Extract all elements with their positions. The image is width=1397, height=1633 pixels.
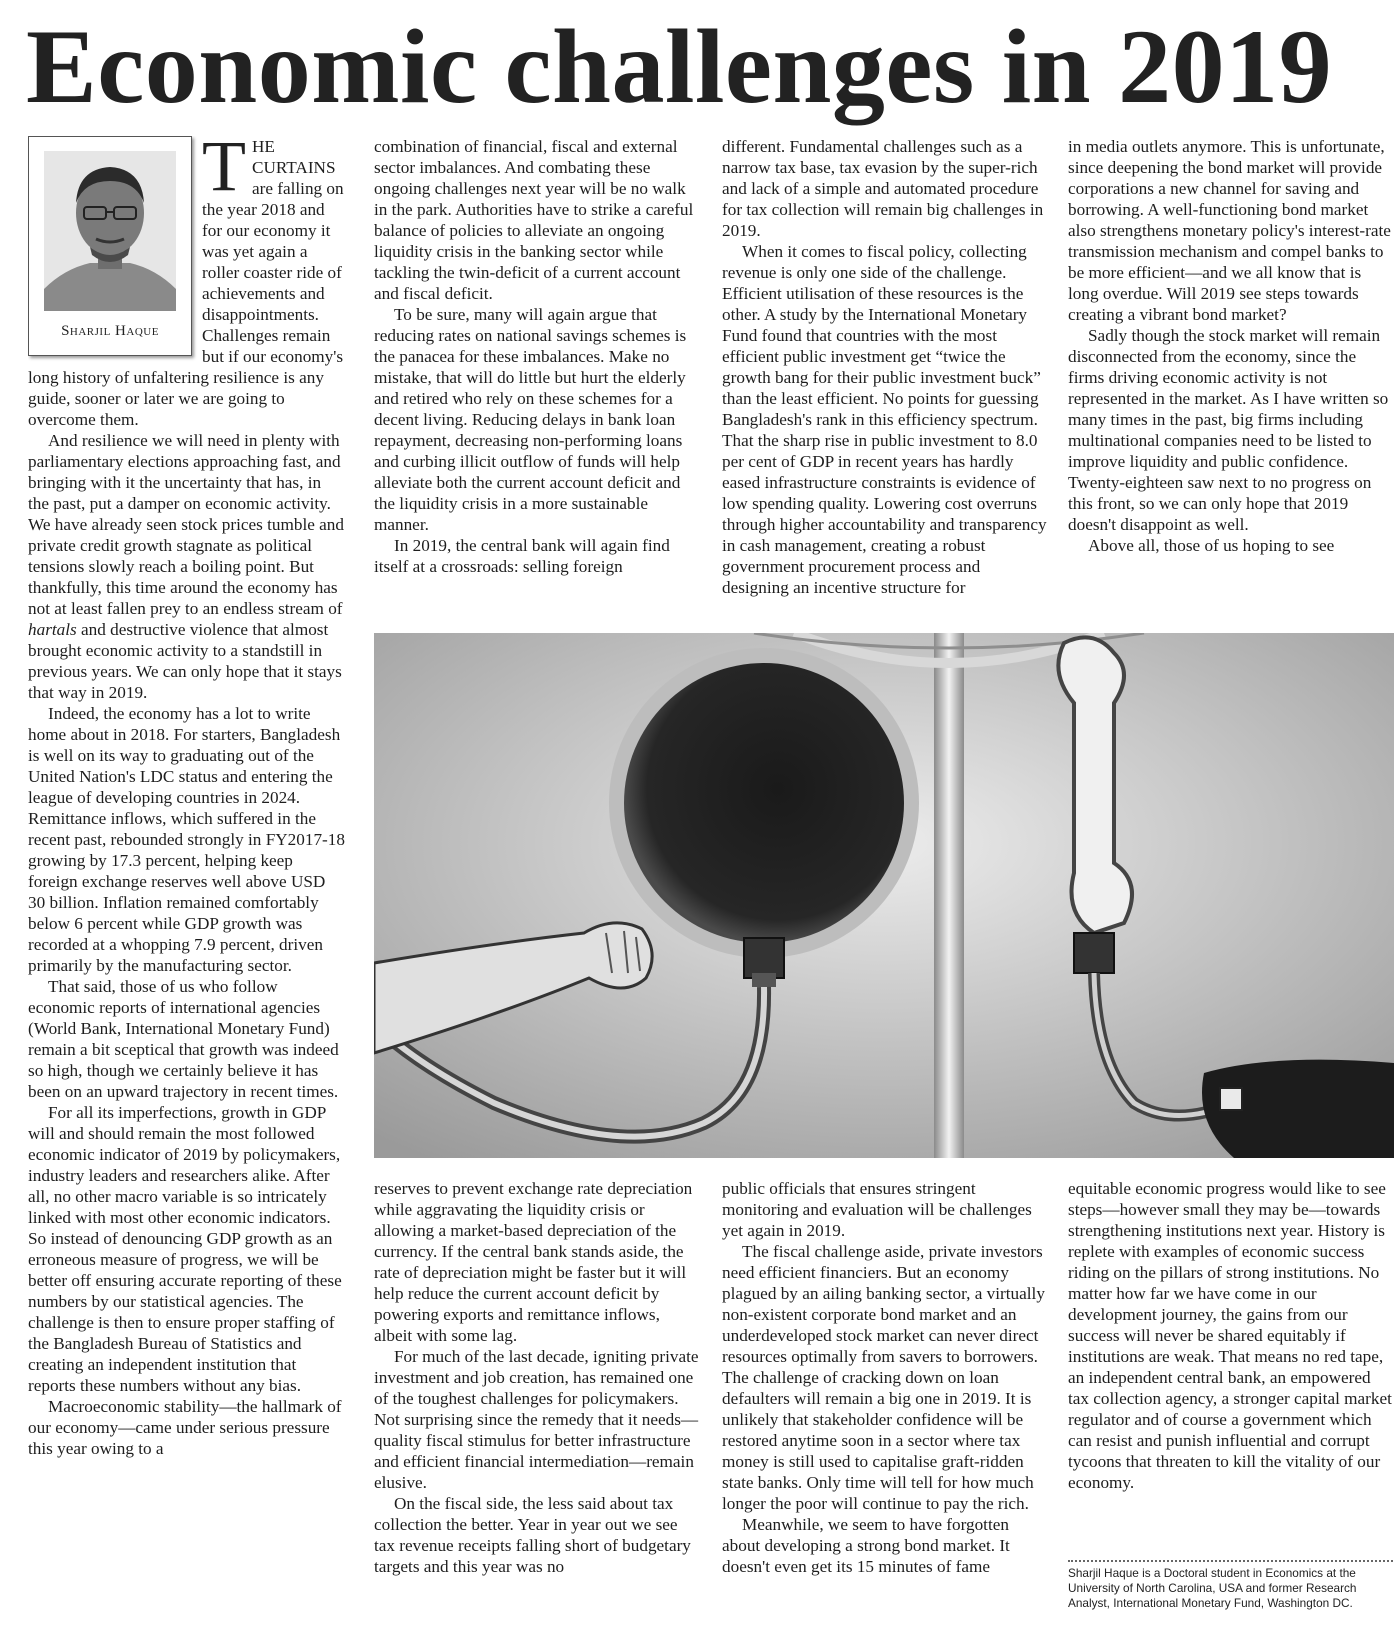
paragraph: Sadly though the stock market will remain disconnected from the economy, since the firms driving economic activity is not represented in the market. As I have written so many times in the past, big firms including multinational companies need to be listed to improve liquidity and public confidence. Twenty-eighteen saw next to no progress on this front, so we can only hope that 2019 doesn't disappoint as well. bbox=[1068, 326, 1389, 534]
paragraph-continued: different. Fundamental challenges such as a narrow tax base, tax evasion by the super-rich and lack of a simple and automated procedure for tax collection will remain big challenges in 2019. bbox=[722, 137, 1044, 240]
paragraph: When it comes to fiscal policy, collecting revenue is only one side of the challenge. Efficient utilisation of these resources is the other. A study by the International Monetary Fund found that countries with the most efficient public investment get “twice the growth bang for their public investment buck” than the least efficient. No points for guessing Bangladesh's rank in this efficiency spectrum. That the sharp rise in public investment to 8.0 per cent of GDP in recent years has hardly eased infrastructure constraints is evidence of low spending quality. Lowering cost overruns through higher accountability and transparency in cash management, creating a robust government procurement process and designing an incentive structure for bbox=[722, 242, 1047, 597]
paragraph: The fiscal challenge aside, private investors need efficient financiers. But an economy plagued by an ailing banking sector, a virtually non-existent corporate bond market and an underdeveloped stock market can never direct resources optimally from savers to borrowers. The challenge of cracking down on loan defaulters will remain a big one in 2019. It is unlikely that stakeholder confidence will be restored anytime soon in a sector where tax money is still used to capitalise graft-ridden state banks. Only time will tell for how much longer the poor will continue to pay the rich. bbox=[722, 1242, 1045, 1513]
article-column-3-top bbox=[722, 136, 1050, 618]
paragraph: For all its imperfections, growth in GDP will and should remain the most followed economic indicator of 2019 by policymakers, industry leaders and researchers alike. After all, no other macro variable is so intricately linked with most other economic indicators. So instead of denouncing GDP growth as an erroneous measure of progress, we will be better off ensuring accurate reporting of these numbers by our statistical agencies. The challenge is then to ensure proper staffing of the Bangladesh Bureau of Statistics and creating an independent institution that reports these numbers without any bias. bbox=[28, 1103, 342, 1395]
author-byline: Sharjil Haque bbox=[61, 323, 159, 339]
paragraph-text: are falling on the year 2018 and for our economy it was yet again a roller coaster ride of achievements and disappointments. Challenges remain but if our economy's long history of unfaltering resilience is any guide, sooner or later we are going to overcome them. bbox=[28, 179, 344, 429]
paragraph-continued: equitable economic progress would like to see steps—however small they may be—towards strengthening institutions next year. History is replete with examples of economic success riding on the pillars of strong institutions. No matter how far we have come in our development journey, the gains from our success will never be shared equitably if institutions are weak. That means no red tape, an independent central bank, an empowered tax collection agency, a stronger capital market regulator and of course a government which can resist and punish influential and corrupt tycoons that threaten to kill the vitality of our economy. bbox=[1068, 1179, 1392, 1492]
article-column-1 bbox=[28, 136, 346, 1631]
drop-cap: T bbox=[202, 136, 246, 206]
paragraph-continued: public officials that ensures stringent monitoring and evaluation will be challenges yet again in 2019. bbox=[722, 1179, 1032, 1240]
paragraph: Meanwhile, we seem to have forgotten about developing a strong bond market. It doesn't even get its 15 minutes of fame bbox=[722, 1515, 1010, 1576]
paragraph: Indeed, the economy has a lot to write home about in 2018. For starters, Bangladesh is well on its way to graduating out of the United Nation's LDC status and entering the league of developing countries in 2024. Remittance inflows, which suffered in the recent past, rebounded strongly in FY2017-18 growing by 17.3 percent, helping keep foreign exchange reserves well above USD 30 billion. Inflation remained comfortably below 6 percent while GDP growth was recorded at a whopping 7.9 percent, driven primarily by the manufacturing sector. bbox=[28, 704, 345, 975]
paragraph: On the fiscal side, the less said about tax collection the better. Year in year out we see tax revenue receipts falling short of budgetary targets and this year was no bbox=[374, 1494, 691, 1576]
paragraph: For much of the last decade, igniting private investment and job creation, has remained one of the toughest challenges for policymakers. Not surprising since the remedy that it needs—quality fiscal stimulus for better infrastructure and efficient financial intermediation—remain elusive. bbox=[374, 1347, 699, 1492]
article-column-3-bottom bbox=[722, 1178, 1050, 1631]
article-illustration bbox=[374, 633, 1394, 1158]
author-photo-frame bbox=[28, 136, 192, 356]
author-bio: Sharjil Haque is a Doctoral student in Economics at the University of North Carolina, USA and former Research Analyst, International Monetary Fund, Washington DC. bbox=[1068, 1566, 1357, 1610]
paragraph: That said, those of us who follow economic reports of international agencies (World Bank, International Monetary Fund) remain a bit sceptical that growth was indeed so high, though we certainly believe it has been on an upward trajectory in recent times. bbox=[28, 977, 339, 1101]
paragraph-continued: combination of financial, fiscal and external sector imbalances. And combating these ongoing challenges next year will be no walk in the park. Authorities have to strike a careful balance of policies to alleviate an ongoing liquidity crisis in the banking sector while tackling the twin-deficit of a current account and fiscal deficit. bbox=[374, 137, 694, 303]
paragraph bbox=[28, 430, 346, 703]
iv-drip-illustration-icon bbox=[374, 633, 1394, 1158]
paragraph: Above all, those of us hoping to see bbox=[1088, 536, 1335, 555]
paragraph: To be sure, many will again argue that reducing rates on national savings schemes is the panacea for these imbalances. Make no mistake, that will do little but hurt the elderly and retired who rely on these schemes for a decent living. Reducing delays in bank loan repayment, decreasing non-performing loans and curbing illicit outflow of funds will help alleviate both the current account deficit and the liquidity crisis in a more sustainable manner. bbox=[374, 305, 687, 534]
paragraph: In 2019, the central bank will again find itself at a crossroads: selling foreign bbox=[374, 536, 670, 576]
paragraph: Macroeconomic stability—the hallmark of our economy—came under serious pressure this year owing to a bbox=[28, 1397, 342, 1458]
paragraph-text: and destructive violence that almost brought economic activity to a standstill in previous years. We can only hope that it stays that way in 2019. bbox=[28, 620, 342, 702]
footnote-divider bbox=[1068, 1560, 1393, 1562]
paragraph-continued: in media outlets anymore. This is unfortunate, since deepening the bond market will provide corporations a new channel for saving and borrowing. A well-functioning bond market also strengthens monetary policy's interest-rate transmission mechanism and compel banks to be more efficient—and we all know that is long overdue. Will 2019 see steps towards creating a vibrant bond market? bbox=[1068, 137, 1391, 324]
article-column-2-bottom bbox=[374, 1178, 699, 1631]
article-column-2-top bbox=[374, 136, 699, 618]
paragraph-continued: reserves to prevent exchange rate depreciation while aggravating the liquidity crisis or allowing a market-based depreciation of the currency. If the central bank stands aside, the rate of depreciation might be faster but it will help reduce the current account deficit by powering exports and remittance inflows, albeit with some lag. bbox=[374, 1179, 693, 1345]
article-column-4-bottom bbox=[1068, 1178, 1393, 1558]
article-column-4-top bbox=[1068, 136, 1393, 618]
headline: Economic challenges in 2019 bbox=[26, 8, 1333, 125]
italic-term: hartals bbox=[28, 620, 77, 639]
author-photo bbox=[44, 151, 176, 311]
paragraph-text: And resilience we will need in plenty with parliamentary elections approaching fast, and bringing with it the uncertainty that has, in the past, put a damper on economic activity. We have already seen stock prices tumble and private credit growth stagnate as political tensions slowly reach a boiling point. But thankfully, this time around the economy has not at least fallen prey to an endless stream of bbox=[28, 431, 344, 618]
lead-in-caps: HE CURTAINS bbox=[251, 137, 336, 177]
